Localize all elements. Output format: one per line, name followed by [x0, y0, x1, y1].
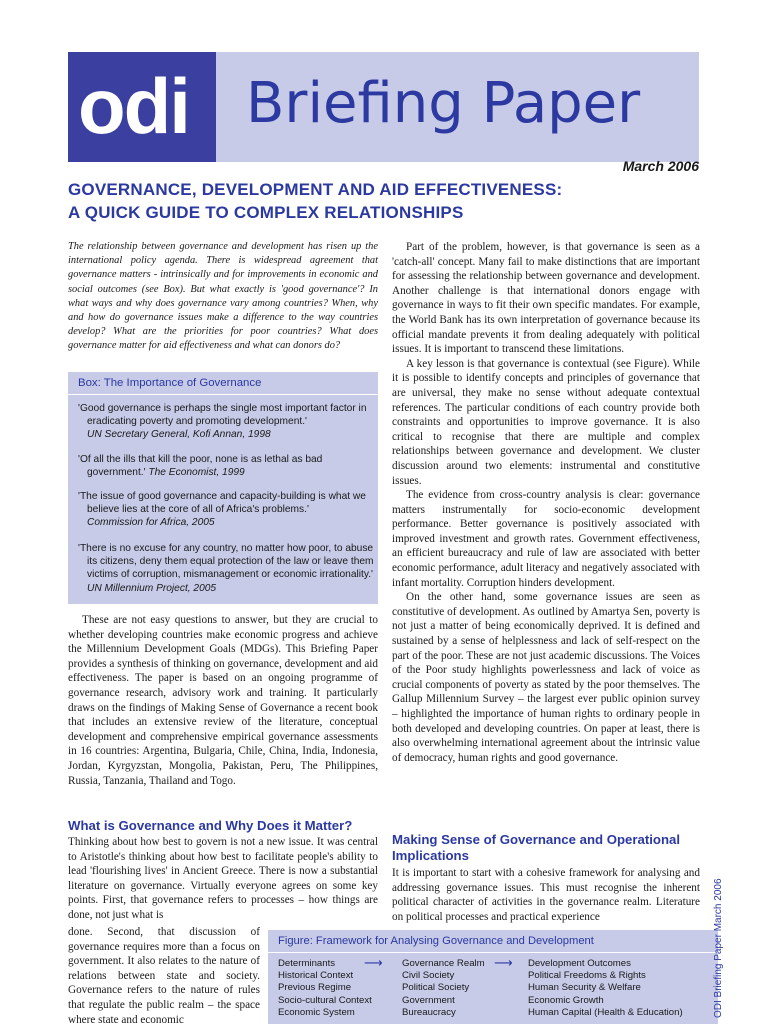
- series-title-panel: [216, 52, 699, 162]
- logo-text: odi: [78, 62, 189, 150]
- page-title: [68, 178, 708, 224]
- body-paragraph: It is important to start with a cohesive framework for analysing and addressing governance issues. This must recognise the inherent political character of activities in the governance realm. Literature on political processes and practical experience: [392, 867, 700, 923]
- series-title: Briefing Paper: [246, 71, 641, 136]
- title-line-2: A QUICK GUIDE TO COMPLEX RELATIONSHIPS: [68, 203, 464, 222]
- masthead: [68, 52, 699, 162]
- arrow-right-icon: ⟶: [494, 956, 513, 971]
- box-quote: 'The issue of good governance and capacity-building is what we believe lies at the core of all of Africa's problems.' Commission for Africa, 2005: [78, 491, 366, 529]
- title-line-1: GOVERNANCE, DEVELOPMENT AND AID EFFECTIVENESS:: [68, 180, 563, 199]
- figure-heading: Figure: Framework for Analysing Governance and Development: [278, 935, 594, 947]
- body-paragraph: On the other hand, some governance issues are seen as constitutive of development. As outlined by Amartya Sen, poverty is not just a matter of being economically deprived. It is defined and sustained by a sense of helplessness and lack of self-respect on the part of the poor. These are not just academic discussions. The Voices of the Poor study highlights powerlessness and lack of voice as crucial components of poverty as stated by the poor themselves. The Gallup Millennium Survey – the largest ever public opinion survey – highlighted the importance of human rights to ordinary people in both developed and developing countries. On paper at least, there is also overwhelming international agreement about the intrinsic value of democracy, human rights and good governance.: [392, 591, 700, 764]
- divider: [268, 952, 718, 953]
- publication-date: March 2006: [622, 158, 699, 174]
- left-body-3: [68, 925, 260, 1027]
- body-paragraph: A key lesson is that governance is contextual (see Figure). While it is possible to identify concepts and principles of governance that are universal, they make no sense without adequate contextual references. The particular conditions of each country provide both constraints and opportunities to improve governance. It is also critical to recognise that there are multiple and complex relationships between governance and development. We cluster discussion around two elements: instrumental and constitutive issues.: [392, 357, 700, 487]
- importance-box: [68, 372, 378, 604]
- arrow-right-icon: ⟶: [364, 956, 383, 971]
- framework-figure: [268, 930, 718, 1024]
- left-body-2: [68, 835, 378, 923]
- section-heading-governance: What is Governance and Why Does it Matter?: [68, 818, 353, 833]
- body-paragraph: done. Second, that discussion of governance requires more than a focus on government. It also relates to the nature of relations between state and society. Governance refers to the nature of rules that regulate the public realm – the space where state and economic: [68, 926, 260, 1026]
- body-paragraph: These are not easy questions to answer, but they are crucial to whether developing countries make economic progress and achieve the Millennium Development Goals (MDGs). This Briefing Paper provides a synthesis of thinking on governance, development and aid effectiveness. The paper is based on an ongoing programme of governance research, advisory work and training. It particularly draws on the findings of Making Sense of Governance a recent book that includes an extensive review of the literature, conceptual development and comprehensive empirical governance assessments in 16 countries: Argentina, Bulgaria, Chile, China, India, Indonesia, Jordan, Kyrgyzstan, Mongolia, Pakistan, Peru, The Philippines, Russia, Tanzania, Thailand and Togo.: [68, 614, 378, 787]
- figure-column-governance: Governance Realm Civil Society Political Society Government Bureaucracy: [402, 958, 485, 1018]
- divider: [68, 394, 378, 395]
- body-paragraph: Thinking about how best to govern is not a new issue. It was central to Aristotle's thinking about how best to facilitate people's ability to lead 'flourishing lives' in Ancient Greece. There is now a substantial literature on governance. Virtually everyone agrees on some key points. First, that governance refers to processes – how things are done, not just what is: [68, 836, 378, 921]
- body-paragraph: Part of the problem, however, is that governance is seen as a 'catch-all' concept. Many fail to make distinctions that are important for assessing the relationship between governance and development. Another challenge is that international donors engage with governance in ways to fit their own specific mandates. For example, the World Bank has its own interpretation of governance because its official mandate prevents it from dealing adequately with political issues. It is important to transcend these limitations.: [392, 241, 700, 356]
- body-paragraph: The evidence from cross-country analysis is clear: governance matters instrumentally for socio-economic development performance. Better governance is positively associated with improved investment and growth rates. Government effectiveness, an efficient bureaucracy and rule of law are associated with better economic performance, adult literacy and negatively associated with infant mortality. Corruption hinders development.: [392, 489, 700, 589]
- right-body: [392, 240, 700, 765]
- box-quote: 'There is no excuse for any country, no matter how poor, to abuse its citizens, deny them equal protection of the law or leave them victims of corruption, mismanagement or economic irrationality.' UN Millennium Project, 2005: [78, 543, 374, 594]
- left-body-1: [68, 613, 378, 788]
- odi-logo: [68, 52, 216, 162]
- box-heading: Box: The Importance of Governance: [78, 377, 262, 389]
- section-heading-making-sense: Making Sense of Governance and Operational Implications: [392, 832, 681, 863]
- figure-column-determinants: Determinants Historical Context Previous Regime Socio-cultural Context Economic System: [278, 958, 372, 1018]
- figure-column-outcomes: Development Outcomes Political Freedoms & Rights Human Security & Welfare Economic Growth Human Capital (Health & Education): [528, 958, 683, 1018]
- right-body-2: [392, 866, 700, 924]
- side-running-text: ODI Briefing Paper March 2006: [713, 878, 724, 1018]
- box-quote: 'Good governance is perhaps the single most important factor in eradicating poverty and promoting development.' UN Secretary General, Kofi Annan, 1998: [78, 403, 367, 441]
- intro-paragraph: The relationship between governance and development has risen up the international policy agenda. There is widespread agreement that governance matters - intrinsically and for improvements in economic and social outcomes (see Box). But what exactly is 'good governance'? In what ways and why does governance vary among countries? When, why and how do governance issues make a difference to the way countries develop? What are the priorities for poor countries? What does governance matter for aid effectiveness and what can donors do?: [68, 241, 378, 352]
- box-quote: 'Of all the ills that kill the poor, none is as lethal as bad government.' The Economist, 1999: [78, 454, 323, 479]
